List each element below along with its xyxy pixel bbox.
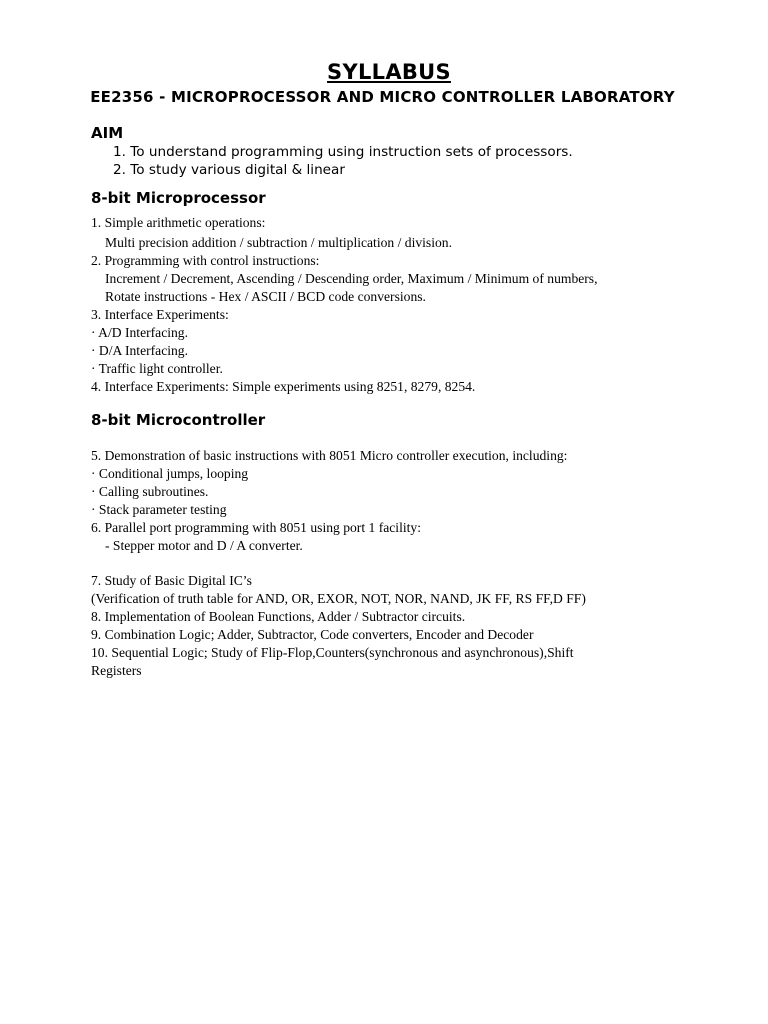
- experiment-bullet: · Stack parameter testing: [91, 502, 227, 517]
- digital-experiments: [91, 572, 691, 680]
- experiment-bullet: · D/A Interfacing.: [91, 343, 189, 358]
- microcontroller-experiments: [91, 447, 691, 555]
- experiment-line: 10. Sequential Logic; Study of Flip-Flop,Counters(synchronous and asynchronous),Shift: [91, 645, 574, 660]
- experiment-detail: Increment / Decrement, Ascending / Descending order, Maximum / Minimum of numbers,: [105, 271, 598, 286]
- experiment-line: 3. Interface Experiments:: [91, 307, 229, 322]
- experiment-detail: Registers: [91, 663, 142, 678]
- experiment-detail: Rotate instructions - Hex / ASCII / BCD code conversions.: [105, 289, 426, 304]
- experiment-line: 1. Simple arithmetic operations:: [91, 215, 266, 230]
- experiment-bullet: · Traffic light controller.: [91, 361, 223, 376]
- aim-item: 1. To understand programming using instruction sets of processors.: [113, 144, 573, 160]
- experiment-line: 4. Interface Experiments: Simple experiments using 8251, 8279, 8254.: [91, 379, 476, 394]
- experiment-detail: - Stepper motor and D / A converter.: [105, 538, 303, 553]
- experiment-line: 7. Study of Basic Digital IC’s: [91, 573, 252, 588]
- experiment-line: 2. Programming with control instructions:: [91, 253, 320, 268]
- course-subtitle: EE2356 - MICROPROCESSOR AND MICRO CONTROLLER LABORATORY: [90, 88, 675, 106]
- aim-heading: AIM: [91, 124, 124, 142]
- microprocessor-experiments: [91, 214, 691, 396]
- experiment-line: 9. Combination Logic; Adder, Subtractor, Code converters, Encoder and Decoder: [91, 627, 534, 642]
- aim-item: 2. To study various digital & linear: [113, 162, 345, 178]
- experiment-bullet: · Conditional jumps, looping: [91, 466, 249, 481]
- experiment-line: 6. Parallel port programming with 8051 using port 1 facility:: [91, 520, 421, 535]
- experiment-line: 8. Implementation of Boolean Functions, Adder / Subtractor circuits.: [91, 609, 466, 624]
- experiment-detail: Multi precision addition / subtraction / multiplication / division.: [105, 235, 452, 250]
- experiment-line: 5. Demonstration of basic instructions with 8051 Micro controller execution, including:: [91, 448, 568, 463]
- experiment-bullet: · A/D Interfacing.: [91, 325, 189, 340]
- aim-list: [113, 143, 573, 179]
- experiment-detail: (Verification of truth table for AND, OR, EXOR, NOT, NOR, NAND, JK FF, RS FF,D FF): [91, 591, 586, 606]
- page-title: SYLLABUS: [327, 60, 451, 84]
- experiment-bullet: · Calling subroutines.: [91, 484, 209, 499]
- microprocessor-heading: 8-bit Microprocessor: [91, 189, 266, 207]
- microcontroller-heading: 8-bit Microcontroller: [91, 411, 266, 429]
